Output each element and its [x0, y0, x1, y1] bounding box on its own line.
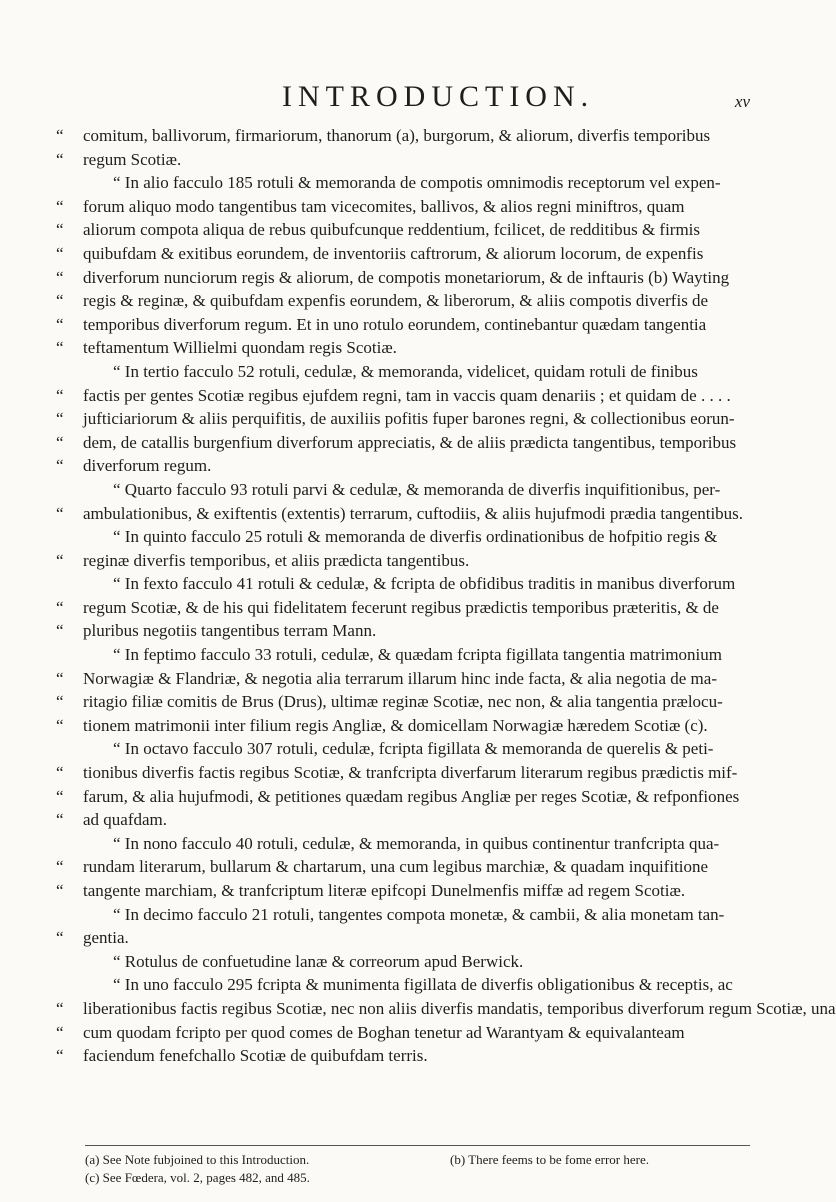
quote-mark: “: [56, 998, 64, 1018]
line-text: rundam literarum, bullarum & chartarum, una cum legibus marchiæ, & quadam inquifitione: [83, 857, 709, 877]
quote-mark: “: [56, 1022, 64, 1042]
line-text: ad quafdam.: [83, 810, 168, 830]
quote-mark: “: [56, 881, 64, 900]
text-line: [56, 1021, 753, 1045]
text-line: [56, 242, 753, 266]
quote-mark: “: [56, 126, 64, 145]
body-text: [56, 124, 836, 1068]
text-line: [56, 195, 753, 219]
line-text: factis per gentes Scotiæ regibus ejufdem regni, tam in vaccis quam denariis ; et quidam de . . . .: [83, 385, 731, 405]
text-line: [83, 832, 753, 856]
quote-mark: “: [56, 1046, 64, 1066]
line-text: “ In uno facculo 295 fcripta & munimenta figillata de diverfis obligationibus & receptis, ac: [113, 975, 733, 995]
quote-mark: “: [56, 196, 64, 216]
line-text: “ In tertio facculo 52 rotuli, cedulæ, & memoranda, videlicet, quidam rotuli de finibus: [113, 361, 698, 381]
quote-mark: “: [56, 857, 64, 877]
text-line: [56, 855, 753, 879]
line-text: “ Rotulus de confuetudine lanæ & correorum apud Berwick.: [113, 951, 524, 971]
quote-mark: “: [56, 220, 64, 240]
footnote-b: (b) There feems to be fome error here.: [450, 1152, 649, 1167]
line-text: diverforum nunciorum regis & aliorum, de compotis monetariorum, & de inftauris (b) Wayting: [83, 267, 730, 287]
line-text: tionibus diverfis factis regibus Scotiæ, & tranfcripta diverfarum literarum regibus prædictis mif-: [83, 763, 738, 783]
line-text: regis & reginæ, & quibufdam expenfis eorundem, & liberorum, & aliis compotis diverfis de: [83, 291, 709, 311]
line-text: “ In feptimo facculo 33 rotuli, cedulæ, & quædam fcripta figillata tangentia matrimonium: [113, 645, 722, 665]
line-text: ambulationibus, & exiftentis (extentis) terrarum, cuftodiis, & aliis hujufmodi prædia tangentibus.: [83, 503, 744, 523]
line-text: pluribus negotiis tangentibus terram Mann.: [83, 621, 377, 641]
line-text: Norwagiæ & Flandriæ, & negotia alia terrarum illarum hinc inde facta, & alia negotia de ma-: [83, 668, 717, 688]
quote-mark: “: [56, 810, 64, 830]
line-text: farum, & alia hujufmodi, & petitiones quædam regibus Angliæ per reges Scotiæ, & refponfiones: [83, 786, 740, 806]
text-line: [83, 478, 753, 502]
line-text: “ In decimo facculo 21 rotuli, tangentes compota monetæ, & cambii, & alia monetam tan-: [113, 904, 725, 924]
line-text: “ In alio facculo 185 rotuli & memoranda de compotis omnimodis receptorum vel expen-: [113, 173, 721, 193]
line-text: diverforum regum.: [83, 456, 212, 476]
line-text: “ In quinto facculo 25 rotuli & memoranda de diverfis ordinationibus de hofpitio regis &: [113, 527, 718, 547]
text-line: [83, 950, 753, 974]
line-text: regum Scotiæ, & de his qui fidelitatem fecerunt regibus prædictis temporibus præteritis, & de: [83, 597, 719, 617]
line-text: gentia.: [83, 928, 129, 948]
text-line: [56, 714, 753, 738]
text-line: [56, 879, 753, 903]
text-line: [83, 360, 753, 384]
line-text: liberationibus factis regibus Scotiæ, nec non aliis diverfis mandatis, temporibus diverforum regum Scotiæ, una: [83, 998, 836, 1018]
quote-mark: “: [56, 928, 64, 948]
line-text: ritagio filiæ comitis de Brus (Drus), ultimæ reginæ Scotiæ, nec non, & alia tangentia prælocu-: [83, 692, 723, 712]
text-line: [56, 124, 753, 148]
footnote-rule: [85, 1145, 750, 1146]
line-text: teftamentum Willielmi quondam regis Scotiæ.: [83, 338, 397, 358]
text-line: [56, 997, 836, 1021]
line-text: regum Scotiæ.: [83, 149, 182, 169]
text-line: [56, 313, 753, 337]
text-line: [83, 572, 753, 596]
text-line: [56, 785, 753, 809]
quote-mark: “: [56, 338, 64, 358]
line-text: “ In octavo facculo 307 rotuli, cedulæ, fcripta figillata & memoranda de querelis & peti-: [113, 739, 714, 759]
text-line: [56, 926, 753, 950]
line-text: jufticiariorum & aliis perquifitis, de auxiliis pofitis fuper barones regni, & collectionibus eorun-: [83, 409, 735, 429]
line-text: dem, de catallis burgenfium diverforum appreciatis, & de aliis prædicta tangentibus, temporibus: [83, 432, 737, 452]
text-line: [83, 973, 753, 997]
quote-mark: “: [56, 409, 64, 429]
text-line: [56, 266, 753, 290]
text-line: [56, 407, 753, 431]
line-text: forum aliquo modo tangentibus tam vicecomites, ballivos, & alios regni miniftros, quam: [83, 196, 685, 216]
quote-mark: “: [56, 385, 64, 405]
quote-mark: “: [56, 291, 64, 311]
quote-mark: “: [56, 456, 64, 476]
text-line: [56, 808, 753, 832]
line-text: temporibus diverforum regum. Et in uno rotulo eorundem, continebantur quædam tangentia: [83, 314, 707, 334]
footnote-a: (a) See Note fubjoined to this Introduction.: [85, 1152, 310, 1167]
line-text: comitum, ballivorum, firmariorum, thanorum (a), burgorum, & aliorum, diverfis temporibus: [83, 126, 711, 145]
line-text: “ In nono facculo 40 rotuli, cedulæ, & memoranda, in quibus continentur tranfcripta qua-: [113, 833, 720, 853]
quote-mark: “: [56, 432, 64, 452]
text-line: [56, 454, 753, 478]
quote-mark: “: [56, 267, 64, 287]
quote-mark: “: [56, 621, 64, 641]
text-line: [83, 525, 753, 549]
quote-mark: “: [56, 314, 64, 334]
quote-mark: “: [56, 550, 64, 570]
text-line: [56, 384, 753, 408]
quote-mark: “: [56, 715, 64, 735]
text-line: [56, 502, 753, 526]
line-text: tangente marchiam, & tranfcriptum literæ epifcopi Dunelmenfis miffæ ad regem Scotiæ.: [83, 881, 686, 900]
line-text: quibufdam & exitibus eorundem, de inventoriis caftrorum, & aliorum locorum, de expenfis: [83, 243, 704, 263]
text-line: [56, 761, 753, 785]
page-header: [0, 80, 800, 124]
quote-mark: “: [56, 668, 64, 688]
text-line: [56, 218, 753, 242]
text-line: [56, 336, 753, 360]
line-text: reginæ diverfis temporibus, et aliis prædicta tangentibus.: [83, 550, 470, 570]
text-line: [56, 619, 753, 643]
text-line: [56, 1044, 753, 1068]
running-title: INTRODUCTION.: [282, 80, 595, 113]
text-line: [83, 737, 753, 761]
quote-mark: “: [56, 786, 64, 806]
line-text: “ Quarto facculo 93 rotuli parvi & cedulæ, & memoranda de diverfis inquifitionibus, per-: [113, 479, 721, 499]
line-text: faciendum fenefchallo Scotiæ de quibufdam terris.: [83, 1046, 428, 1066]
text-line: [56, 690, 753, 714]
quote-mark: “: [56, 763, 64, 783]
footnote-c: (c) See Fœdera, vol. 2, pages 482, and 485.: [85, 1170, 310, 1185]
quote-mark: “: [56, 692, 64, 712]
text-line: [83, 903, 753, 927]
quote-mark: “: [56, 503, 64, 523]
text-line: [56, 148, 753, 172]
text-line: [56, 549, 753, 573]
line-text: tionem matrimonii inter filium regis Angliæ, & domicellam Norwagiæ hæredem Scotiæ (c).: [83, 715, 708, 735]
line-text: “ In fexto facculo 41 rotuli & cedulæ, & fcripta de obfidibus traditis in manibus diverforum: [113, 574, 736, 594]
text-line: [56, 667, 753, 691]
page-number: xv: [734, 92, 750, 111]
line-text: aliorum compota aliqua de rebus quibufcunque reddentium, fcilicet, de redditibus & firmis: [83, 220, 701, 240]
text-line: [83, 643, 753, 667]
text-line: [56, 596, 753, 620]
text-line: [56, 431, 753, 455]
text-line: [83, 171, 753, 195]
quote-mark: “: [56, 243, 64, 263]
quote-mark: “: [56, 597, 64, 617]
line-text: cum quodam fcripto per quod comes de Boghan tenetur ad Warantyam & equivalanteam: [83, 1022, 685, 1042]
text-line: [56, 289, 753, 313]
quote-mark: “: [56, 149, 64, 169]
